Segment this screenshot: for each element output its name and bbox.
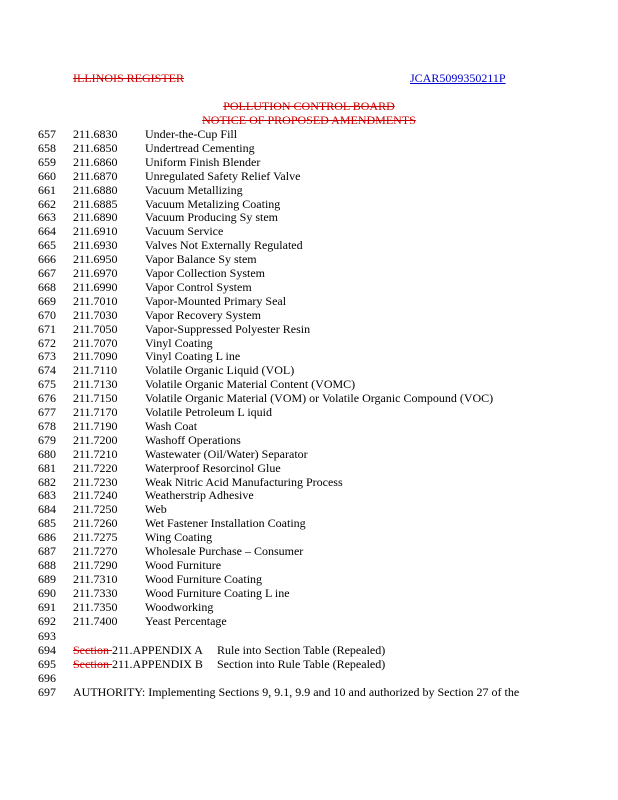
section-number: 211.6860 (73, 154, 118, 169)
definition-term: Vinyl Coating (145, 335, 213, 350)
section-number: 211.6970 (73, 266, 118, 280)
section-number: 211.6890 (73, 210, 118, 225)
section-number: 211.7130 (73, 377, 118, 392)
section-number: 211.7250 (73, 502, 118, 517)
line-number: 687 (38, 544, 56, 558)
line-number: 697 (38, 685, 56, 699)
section-number: 211.7270 (73, 544, 118, 558)
section-number: 211.7010 (73, 293, 118, 308)
line-number: 694 (38, 643, 56, 657)
section-number: 211.6885 (73, 196, 118, 211)
section-number: 211.7210 (73, 446, 118, 461)
section-number: 211.6910 (73, 224, 118, 239)
definition-term: Wing Coating (145, 530, 213, 545)
definition-term: Wash Coat (145, 418, 198, 433)
definition-term: Web (145, 502, 167, 517)
definition-term: Washoff Operations (145, 432, 241, 447)
definition-term: Uniform Finish Blender (145, 154, 261, 169)
appendix-title: Section into Rule Table (Repealed) (217, 657, 386, 671)
definition-term: Wet Fastener Installation Coating (145, 516, 306, 531)
agency-title: POLLUTION CONTROL BOARD (223, 99, 395, 113)
section-number: 211.7110 (73, 363, 118, 378)
section-number: 211.7070 (73, 335, 118, 350)
definition-term: Vacuum Metallizing (145, 182, 243, 197)
section-number: 211.7290 (73, 557, 118, 572)
definition-term: Valves Not Externally Regulated (145, 238, 303, 253)
definition-term: Vapor Collection System (145, 266, 265, 280)
line-number: 671 (38, 321, 56, 336)
line-number: 688 (38, 557, 56, 572)
line-number: 662 (38, 196, 56, 211)
struck-text: Section (73, 643, 112, 657)
section-number: 211.6880 (73, 182, 118, 197)
line-number: 695 (38, 657, 56, 671)
section-number: 211.7200 (73, 432, 118, 447)
authority-text: AUTHORITY: Implementing Sections 9, 9.1, 9.9 and 10 and authorized by Section 27 of the (73, 685, 520, 699)
section-number: 211.6950 (73, 252, 118, 267)
line-number: 675 (38, 377, 56, 392)
section-number: 211.7260 (73, 516, 118, 531)
line-number: 693 (38, 629, 56, 643)
line-number: 659 (38, 154, 56, 169)
line-number: 676 (38, 391, 56, 406)
definition-term: Vacuum Metalizing Coating (145, 196, 281, 211)
line-number: 696 (38, 671, 56, 685)
line-number: 658 (38, 140, 56, 155)
section-number: 211.7170 (73, 405, 118, 419)
section-number: 211.6870 (73, 168, 118, 183)
line-number: 674 (38, 363, 56, 378)
notice-title: NOTICE OF PROPOSED AMENDMENTS (202, 113, 416, 127)
line-number: 692 (38, 613, 56, 628)
definition-term: Waterproof Resorcinol Glue (145, 460, 281, 475)
line-number: 686 (38, 530, 56, 545)
definition-term: Volatile Petroleum L iquid (145, 405, 272, 419)
line-number: 690 (38, 585, 56, 600)
line-number: 679 (38, 432, 56, 447)
section-number: 211.6850 (73, 140, 118, 155)
section-number: 211.7310 (73, 571, 118, 586)
line-number: 682 (38, 474, 56, 489)
line-number: 680 (38, 446, 56, 461)
definition-term: Wastewater (Oil/Water) Separator (145, 446, 308, 461)
line-number: 691 (38, 599, 56, 614)
line-number: 668 (38, 279, 56, 294)
line-number: 681 (38, 460, 56, 475)
definition-term: Vacuum Producing Sy stem (145, 210, 278, 225)
line-number: 683 (38, 488, 56, 503)
section-number: 211.6930 (73, 238, 118, 253)
definition-term: Woodworking (145, 599, 214, 614)
struck-text: Section (73, 657, 112, 671)
definition-term: Weak Nitric Acid Manufacturing Process (145, 474, 343, 489)
definition-term: Vapor-Suppressed Polyester Resin (145, 321, 311, 336)
line-number: 672 (38, 335, 56, 350)
line-number: 666 (38, 252, 56, 267)
section-number: 211.7240 (73, 488, 118, 503)
definition-term: Vapor Control System (145, 279, 252, 294)
section-number: 211.7330 (73, 585, 118, 600)
line-number: 670 (38, 307, 56, 322)
section-number: 211.7050 (73, 321, 118, 336)
line-number: 673 (38, 349, 56, 364)
appendix-title: Rule into Section Table (Repealed) (217, 643, 386, 657)
section-number: 211.7150 (73, 391, 118, 406)
definition-term: Vapor Recovery System (145, 307, 261, 322)
definition-term: Wood Furniture Coating L ine (145, 585, 290, 600)
definition-term: Vinyl Coating L ine (145, 349, 241, 364)
line-number: 689 (38, 571, 56, 586)
register-header: ILLINOIS REGISTER (73, 71, 184, 85)
line-number: 665 (38, 238, 56, 253)
section-number: 211.7400 (73, 613, 118, 628)
appendix-id: 211.APPENDIX B (112, 657, 203, 671)
line-number: 663 (38, 210, 56, 225)
line-number: 685 (38, 516, 56, 531)
appendix-label (73, 657, 203, 671)
section-number: 211.7350 (73, 599, 118, 614)
line-number: 684 (38, 502, 56, 517)
line-number: 660 (38, 168, 56, 183)
line-number: 667 (38, 266, 56, 280)
line-number: 669 (38, 293, 56, 308)
document-id-link[interactable]: JCAR5099350211P (410, 71, 506, 85)
section-number: 211.7190 (73, 418, 118, 433)
definition-term: Yeast Percentage (145, 613, 227, 628)
section-number: 211.7230 (73, 474, 118, 489)
definition-term: Undertread Cementing (145, 140, 255, 155)
definition-term: Unregulated Safety Relief Valve (145, 168, 301, 183)
definition-term: Wood Furniture Coating (145, 571, 263, 586)
line-number: 661 (38, 182, 56, 197)
definition-term: Volatile Organic Material Content (VOMC) (145, 377, 356, 392)
section-number: 211.7030 (73, 307, 118, 322)
definition-term: Vacuum Service (145, 224, 224, 239)
definition-term: Under-the-Cup Fill (145, 127, 238, 141)
line-number: 678 (38, 418, 56, 433)
section-number: 211.7090 (73, 349, 118, 364)
definition-term: Vapor-Mounted Primary Seal (145, 293, 287, 308)
definition-term: Wholesale Purchase – Consumer (145, 544, 304, 558)
line-number: 657 (38, 127, 56, 141)
definition-term: Vapor Balance Sy stem (145, 252, 257, 267)
section-number: 211.6830 (73, 127, 118, 141)
definition-term: Volatile Organic Material (VOM) or Volatile Organic Compound (VOC) (145, 391, 494, 406)
line-number: 664 (38, 224, 56, 239)
definition-term: Volatile Organic Liquid (VOL) (145, 363, 295, 378)
appendix-id: 211.APPENDIX A (112, 643, 203, 657)
line-number: 677 (38, 405, 56, 419)
appendix-label (73, 643, 203, 657)
definition-term: Wood Furniture (145, 557, 222, 572)
definition-term: Weatherstrip Adhesive (145, 488, 254, 503)
section-number: 211.7275 (73, 530, 118, 545)
section-number: 211.7220 (73, 460, 118, 475)
section-number: 211.6990 (73, 279, 118, 294)
